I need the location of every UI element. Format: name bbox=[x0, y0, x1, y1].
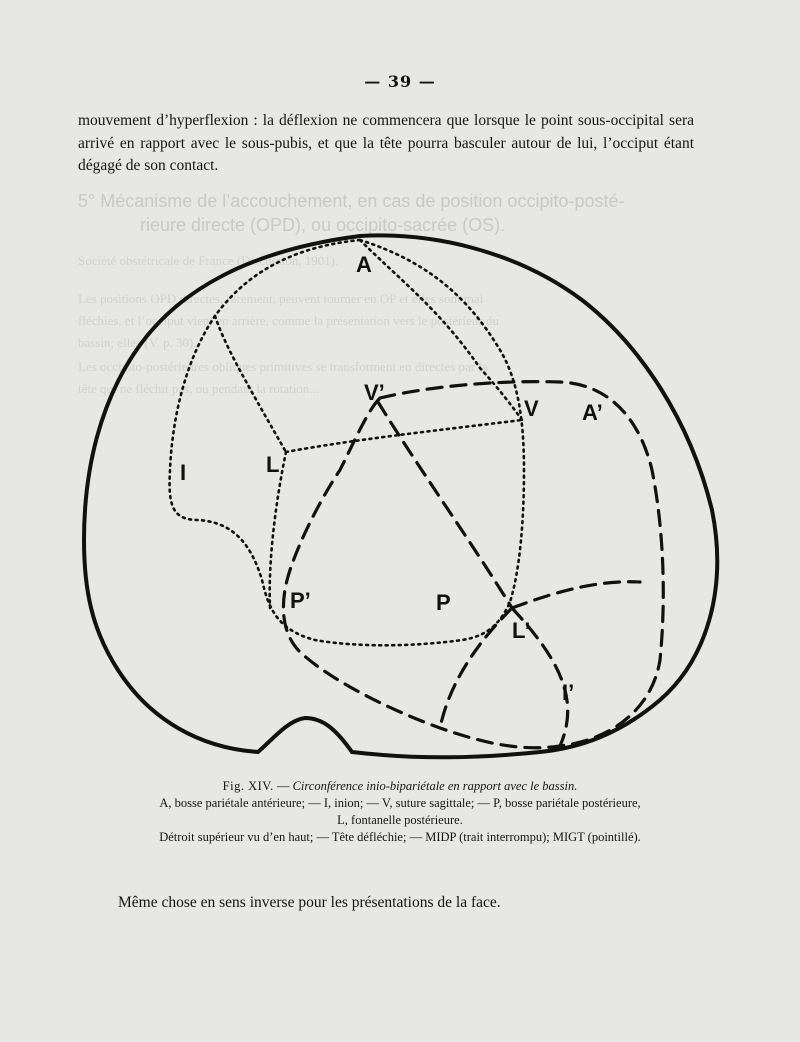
caption-title-line bbox=[80, 778, 720, 795]
midp-circumference bbox=[283, 382, 663, 748]
label-p-prime: P’ bbox=[290, 588, 311, 613]
caption-fig-number: Fig. XIV. bbox=[222, 779, 274, 793]
pelvic-inlet-outline bbox=[84, 235, 717, 757]
migt-circumference bbox=[170, 240, 524, 645]
label-i: I bbox=[180, 460, 187, 485]
label-a-prime: A’ bbox=[582, 400, 603, 425]
page-number: — 39 — bbox=[364, 72, 436, 91]
label-v-prime: V’ bbox=[364, 380, 385, 405]
caption-legend-line-3: Détroit supérieur vu d’en haut; — Tête défléchie; — MIDP (trait interrompu); MIGT (pointillé). bbox=[159, 830, 641, 844]
midp-outer-dashed bbox=[283, 382, 663, 748]
label-i-prime: I’ bbox=[562, 680, 575, 705]
label-v: V bbox=[524, 396, 539, 421]
caption-legend-line-1: A, bosse pariétale antérieure; — I, inion; — V, suture sagittale; — P, bosse pariétale postérieure, bbox=[159, 796, 641, 810]
closing-line: Même chose en sens inverse pour les présentations de la face. bbox=[118, 894, 501, 911]
midp-lambda-line bbox=[440, 608, 512, 728]
bleed-through-heading-2: rieure directe (OPD), ou occipito-sacrée (OS). bbox=[140, 215, 506, 235]
midp-posterior-line bbox=[512, 582, 640, 608]
label-l-prime: L’ bbox=[512, 618, 531, 643]
migt-bregma-line bbox=[215, 316, 286, 452]
label-a: A bbox=[356, 252, 372, 277]
caption-legend-line-2: L, fontanelle postérieure. bbox=[337, 813, 463, 827]
figure-caption bbox=[80, 778, 720, 846]
bleed-through-line-2: Les positions OPD directes, rarement, peuvent tourner en OP et elles sont mal bbox=[78, 291, 484, 306]
intro-paragraph: mouvement d’hyperflexion : la déflexion ne commencera que lorsque le point sous-occipital sera arrivé en rapport avec le sous-pubis, et que la tête pourra basculer autour de lui, l’occiput étant dégagé de son contact. bbox=[78, 112, 694, 174]
caption-dash: — bbox=[276, 779, 293, 793]
midp-sagittal-line bbox=[378, 402, 512, 608]
label-p: P bbox=[436, 590, 451, 615]
migt-lambda-line bbox=[286, 420, 522, 452]
bleed-through-line-4: bassin; elles (V. p. 30). bbox=[78, 335, 197, 350]
bleed-through-line-3: fléchies, et l’occiput vient en arrière, comme la présentation vers le postérieur du bbox=[78, 313, 499, 328]
label-l: L bbox=[266, 452, 280, 477]
bleed-through-line-1: Société obstétricale de France (Discussion, 1901). bbox=[78, 253, 339, 268]
bleed-through-heading-1: 5° Mécanisme de l’accouchement, en cas de position occipito-posté- bbox=[78, 191, 625, 211]
bleed-through-line-6: tête qui ne fléchit pas, ou pendant la rotation... bbox=[78, 381, 320, 396]
caption-fig-title: Circonférence inio-bipariétale en rapport avec le bassin. bbox=[292, 779, 578, 793]
bleed-through-line-5: Les occipito-postérieures obliques primitives se transforment en directes par la bbox=[78, 359, 488, 374]
